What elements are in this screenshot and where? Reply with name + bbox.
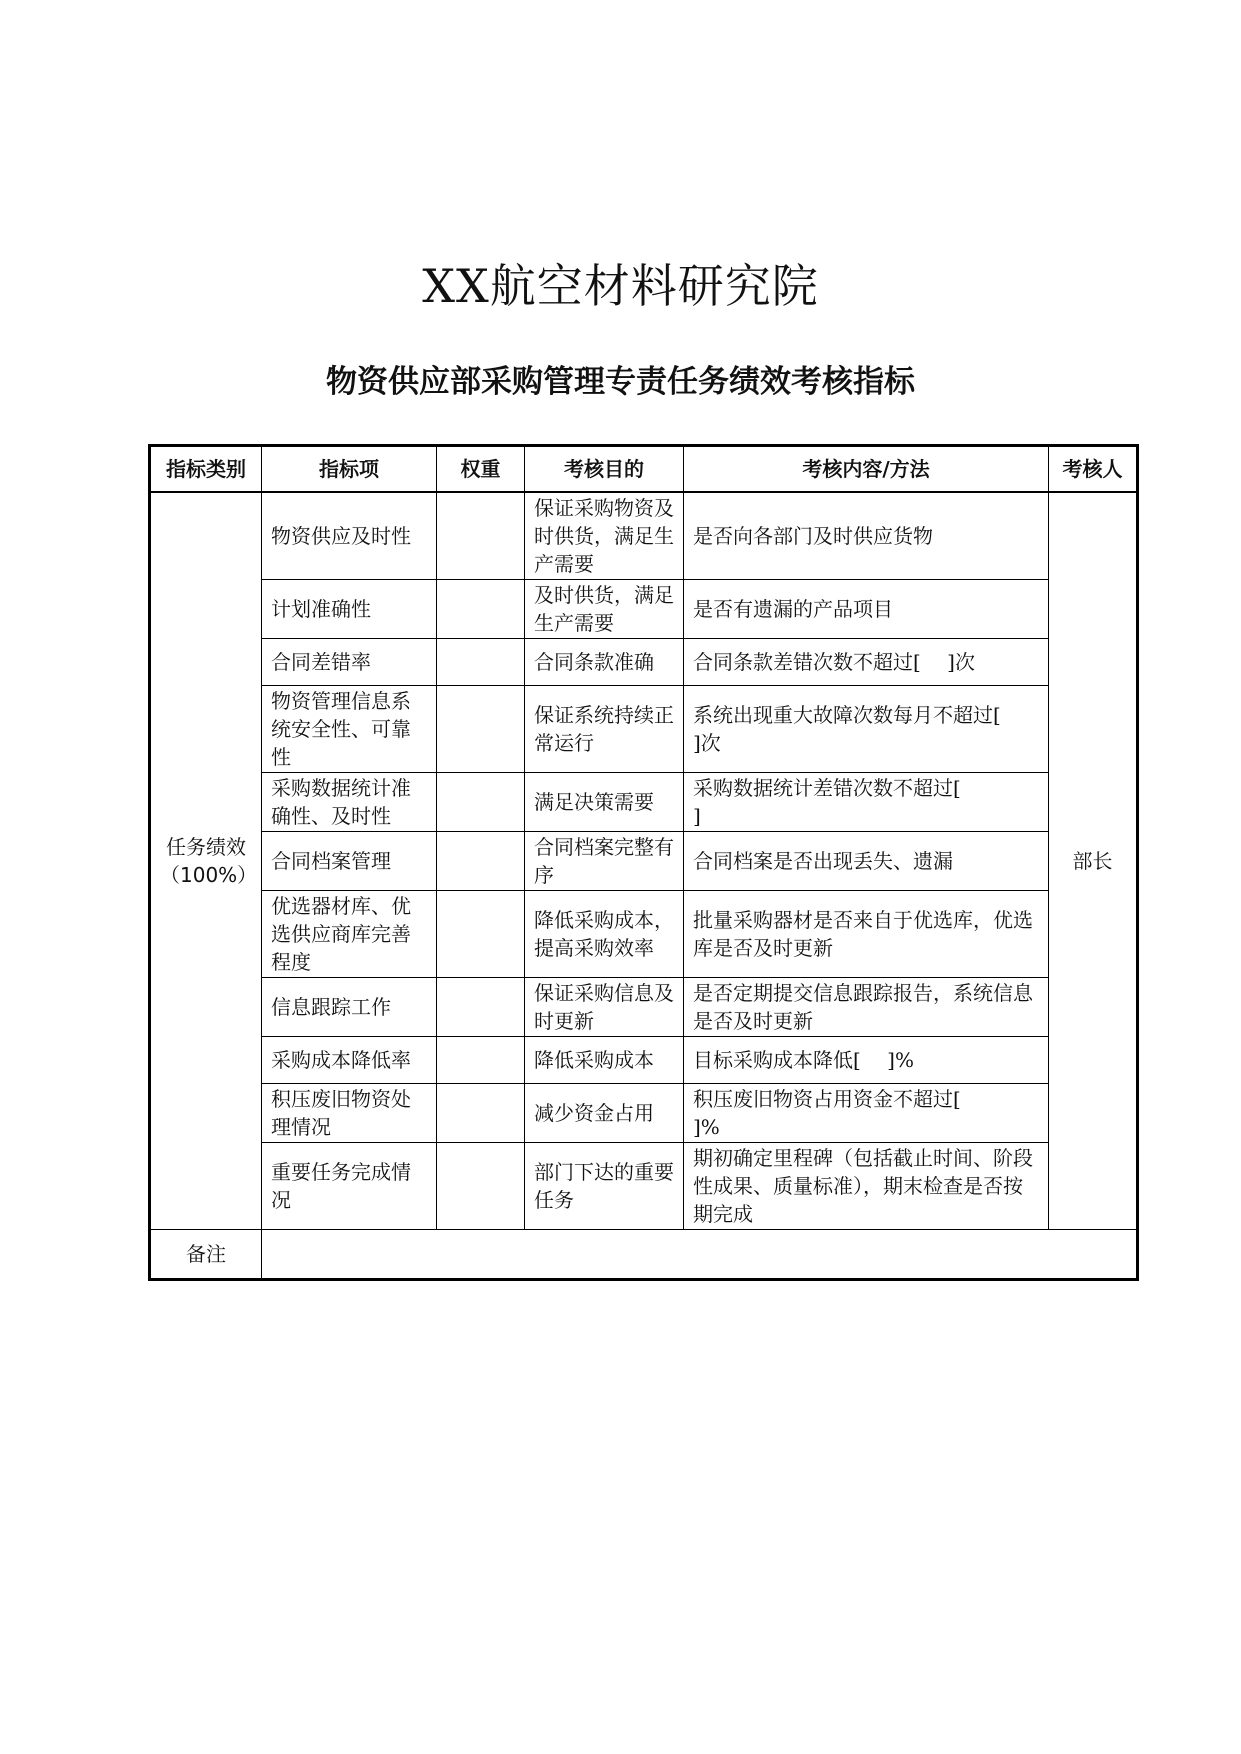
purpose-cell: 减少资金占用 [525,1084,684,1143]
item-cell: 物资供应及时性 [262,492,437,580]
purpose-cell: 降低采购成本，提高采购效率 [525,891,684,978]
purpose-cell: 满足决策需要 [525,773,684,832]
table-row [150,891,1138,978]
document-subtitle: 物资供应部采购管理专责任务绩效考核指标 [326,364,915,400]
document-title: XX航空材料研究院 [422,259,819,313]
item-cell: 物资管理信息系统安全性、可靠性 [262,686,437,773]
header-content: 考核内容/方法 [684,446,1049,493]
table-row [150,1143,1138,1230]
category-cell [150,492,262,1230]
assessor-cell: 部长 [1049,492,1138,1230]
remark-value [262,1230,1138,1280]
item-cell: 合同档案管理 [262,832,437,891]
remark-label: 备注 [150,1230,262,1280]
weight-cell [437,639,525,686]
purpose-cell: 及时供货，满足生产需要 [525,580,684,639]
table-row [150,1084,1138,1143]
category-percent: （100%） [160,863,258,887]
weight-cell [437,773,525,832]
weight-cell [437,1143,525,1230]
weight-cell [437,832,525,891]
content-cell: 合同档案是否出现丢失、遗漏 [684,832,1049,891]
purpose-cell: 保证采购物资及时供货，满足生产需要 [525,492,684,580]
item-cell: 采购成本降低率 [262,1037,437,1084]
item-cell: 积压废旧物资处理情况 [262,1084,437,1143]
table-row [150,639,1138,686]
content-cell: 采购数据统计差错次数不超过[ ] [684,773,1049,832]
item-cell: 合同差错率 [262,639,437,686]
item-cell: 计划准确性 [262,580,437,639]
weight-cell [437,492,525,580]
table-row [150,832,1138,891]
purpose-cell: 保证采购信息及时更新 [525,978,684,1037]
item-cell: 采购数据统计准确性、及时性 [262,773,437,832]
weight-cell [437,1084,525,1143]
content-cell: 积压废旧物资占用资金不超过[ ]% [684,1084,1049,1143]
content-cell: 是否有遗漏的产品项目 [684,580,1049,639]
table-row [150,773,1138,832]
category-label: 任务绩效 [166,835,246,859]
content-cell: 合同条款差错次数不超过[ ]次 [684,639,1049,686]
table-row [150,978,1138,1037]
item-cell: 重要任务完成情况 [262,1143,437,1230]
weight-cell [437,891,525,978]
content-cell: 系统出现重大故障次数每月不超过[ ]次 [684,686,1049,773]
table-header-row [150,446,1138,493]
content-cell: 是否向各部门及时供应货物 [684,492,1049,580]
header-purpose: 考核目的 [525,446,684,493]
header-assessor: 考核人 [1049,446,1138,493]
content-cell: 期初确定里程碑（包括截止时间、阶段性成果、质量标准），期末检查是否按期完成 [684,1143,1049,1230]
header-weight: 权重 [437,446,525,493]
content-cell: 目标采购成本降低[ ]% [684,1037,1049,1084]
item-cell: 优选器材库、优选供应商库完善程度 [262,891,437,978]
purpose-cell: 合同条款准确 [525,639,684,686]
purpose-cell: 合同档案完整有序 [525,832,684,891]
header-category: 指标类别 [150,446,262,493]
purpose-cell: 保证系统持续正常运行 [525,686,684,773]
item-cell: 信息跟踪工作 [262,978,437,1037]
table-row [150,1037,1138,1084]
purpose-cell: 降低采购成本 [525,1037,684,1084]
weight-cell [437,580,525,639]
content-cell: 是否定期提交信息跟踪报告，系统信息是否及时更新 [684,978,1049,1037]
table-row [150,686,1138,773]
header-item: 指标项 [262,446,437,493]
weight-cell [437,1037,525,1084]
table-row [150,492,1138,580]
weight-cell [437,686,525,773]
content-cell: 批量采购器材是否来自于优选库，优选库是否及时更新 [684,891,1049,978]
purpose-cell: 部门下达的重要任务 [525,1143,684,1230]
performance-indicator-table [148,444,1168,1281]
table-row [150,580,1138,639]
remark-row [150,1230,1138,1280]
weight-cell [437,978,525,1037]
